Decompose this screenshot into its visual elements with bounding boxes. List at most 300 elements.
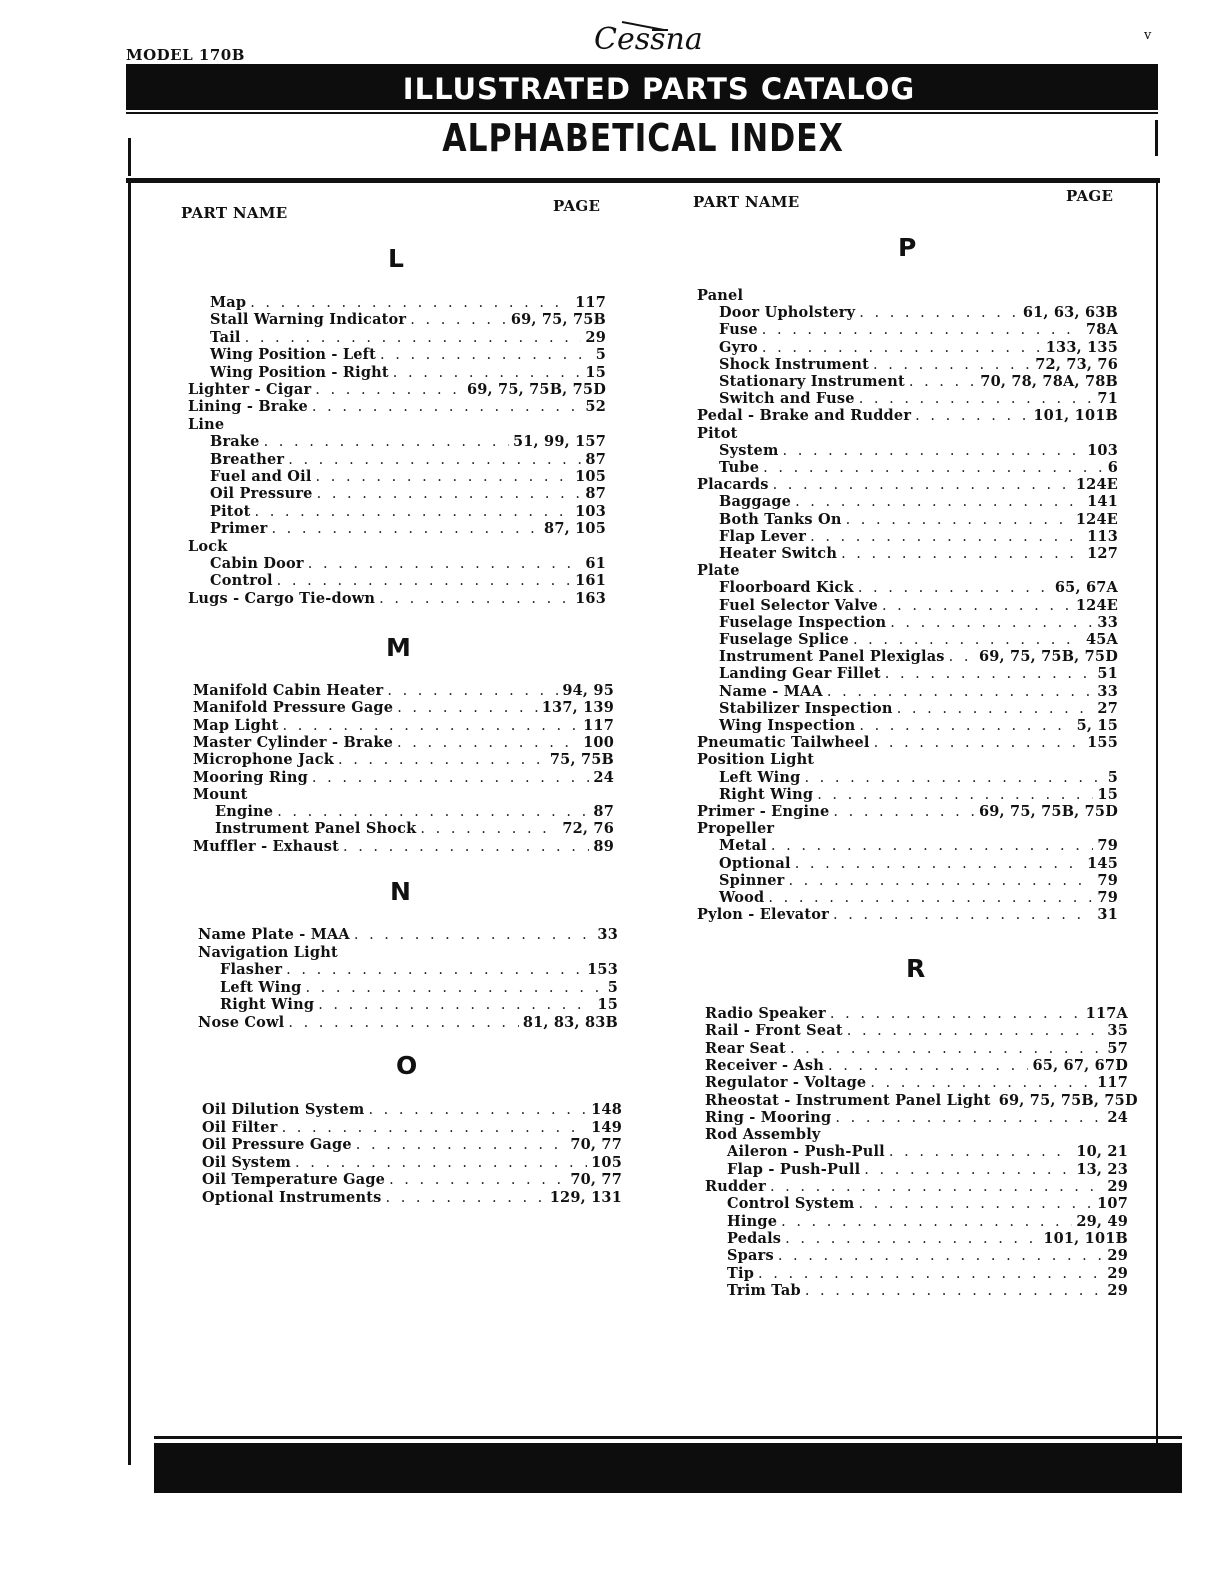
part-name: Name Plate - MAA — [198, 926, 350, 943]
page-reference: 87 — [585, 485, 606, 503]
part-name: Control — [210, 572, 273, 590]
page-reference: 117 — [575, 294, 606, 311]
dot-leader — [841, 546, 1083, 563]
dot-leader — [790, 1041, 1103, 1058]
index-entry — [697, 906, 1118, 924]
part-name: Ring - Mooring — [705, 1108, 832, 1126]
page-reference: 57 — [1107, 1039, 1128, 1057]
index-entry — [210, 364, 606, 382]
dot-leader — [245, 330, 582, 347]
part-name: Optional Instruments — [202, 1188, 382, 1206]
index-entry — [188, 381, 606, 399]
part-name: Oil Temperature Gage — [202, 1171, 386, 1188]
part-name: Switch and Fuse — [719, 390, 855, 408]
dot-leader — [885, 666, 1094, 683]
page-reference: 129, 131 — [549, 1188, 622, 1206]
page-title: ALPHABETICAL INDEX — [442, 116, 844, 160]
catalog-banner-text: ILLUSTRATED PARTS CATALOG — [402, 72, 916, 106]
dot-leader — [420, 821, 558, 838]
index-entry — [719, 614, 1118, 632]
page-reference: 52 — [585, 398, 606, 416]
page-reference: 124E — [1075, 596, 1118, 614]
dot-leader — [770, 1179, 1103, 1196]
page-reference: 29, 49 — [1076, 1212, 1128, 1230]
part-name: Radio Speaker — [705, 1005, 826, 1022]
dot-leader — [305, 980, 603, 997]
index-entry — [719, 528, 1118, 546]
page-reference: 101, 101B — [1033, 407, 1118, 425]
index-entry — [210, 555, 606, 573]
page-reference: 69, 75, 75B, 75D — [466, 381, 606, 398]
index-entry — [202, 1119, 622, 1137]
index-entry — [198, 944, 618, 962]
part-name: Floorboard Kick — [719, 579, 854, 597]
page-reference: 13, 23 — [1076, 1160, 1128, 1178]
page-reference: 69, 75, 75B, 75D — [978, 803, 1118, 820]
dot-leader — [312, 399, 581, 416]
page-reference: 72, 76 — [562, 820, 614, 838]
part-name: Tip — [727, 1264, 755, 1282]
dot-leader — [277, 573, 571, 590]
page-reference: 103 — [1087, 441, 1118, 459]
section-letter-l: L — [388, 244, 404, 273]
part-name: Right Wing — [719, 785, 814, 803]
part-name: Heater Switch — [719, 545, 838, 562]
model-label: MODEL 170B — [126, 46, 245, 64]
dot-leader — [397, 735, 579, 752]
part-name: Master Cylinder - Brake — [193, 733, 394, 751]
index-entry — [202, 1189, 622, 1207]
part-name: Breather — [210, 450, 285, 468]
dot-leader — [847, 1023, 1104, 1040]
index-entry — [719, 597, 1118, 615]
part-name: Muffler - Exhaust — [193, 837, 339, 855]
index-entry — [719, 304, 1118, 322]
page-reference: 5 — [607, 978, 618, 996]
dot-leader — [835, 1110, 1103, 1127]
index-entry — [202, 1101, 622, 1119]
page-reference: 103 — [575, 502, 606, 520]
index-entry — [193, 717, 614, 735]
page-reference: 163 — [575, 589, 606, 607]
part-name: Pneumatic Tailwheel — [697, 734, 870, 752]
page-reference: 101, 101B — [1043, 1229, 1128, 1247]
part-name: Fuselage Inspection — [719, 613, 887, 631]
cessna-logo — [594, 22, 703, 57]
part-name: Oil Pressure Gage — [202, 1136, 352, 1153]
index-entry — [719, 631, 1118, 649]
section-letter-o: O — [396, 1051, 418, 1080]
dot-leader — [795, 494, 1083, 511]
page-reference: 33 — [1097, 682, 1118, 700]
dot-leader — [817, 787, 1093, 804]
dot-leader — [785, 1231, 1039, 1248]
page-reference: 15 — [597, 996, 618, 1013]
index-entry — [719, 356, 1118, 374]
dot-leader — [282, 1120, 588, 1137]
dot-leader — [254, 504, 571, 521]
part-name: Placards — [697, 476, 769, 494]
part-name: Optional — [719, 854, 791, 872]
index-entry — [719, 665, 1118, 683]
index-entry — [719, 390, 1118, 408]
part-name: Landing Gear Fillet — [719, 665, 881, 683]
dot-leader — [762, 322, 1082, 339]
part-name: Panel — [697, 287, 744, 304]
index-entry — [697, 562, 1118, 580]
index-entry — [202, 1136, 622, 1154]
part-name: Rod Assembly — [705, 1126, 821, 1144]
index-entry — [727, 1161, 1128, 1179]
page-reference: 33 — [1097, 613, 1118, 631]
part-name: Fuselage Splice — [719, 631, 849, 648]
index-entry — [719, 648, 1118, 666]
part-name: Map — [210, 294, 247, 311]
dot-leader — [830, 1006, 1082, 1023]
dot-leader — [890, 615, 1093, 632]
dot-leader — [312, 770, 589, 787]
section-letter-p: P — [898, 233, 917, 262]
part-name: Lock — [188, 537, 228, 555]
page-reference: 6 — [1107, 459, 1118, 476]
dot-leader — [271, 521, 540, 538]
part-name: Tail — [210, 328, 241, 346]
dot-leader — [277, 804, 589, 821]
part-name: Flap Lever — [719, 527, 807, 545]
dot-leader — [882, 598, 1072, 615]
page-reference: 100 — [583, 733, 614, 751]
page-reference: 24 — [1107, 1108, 1128, 1126]
index-entry — [210, 311, 606, 329]
dot-leader — [846, 512, 1072, 529]
dot-leader — [810, 529, 1083, 546]
page-reference: 35 — [1107, 1022, 1128, 1040]
dot-leader — [338, 752, 546, 769]
part-name: Wing Position - Left — [210, 346, 377, 364]
dot-leader — [295, 1155, 587, 1172]
part-name: Mooring Ring — [193, 768, 308, 786]
left-part-name-header: PART NAME — [181, 204, 288, 222]
page-reference: 117 — [1097, 1074, 1128, 1092]
index-entry — [719, 769, 1118, 787]
part-name: Rail - Front Seat — [705, 1022, 843, 1040]
dot-leader — [788, 873, 1093, 890]
part-name: Microphone Jack — [193, 751, 334, 769]
dot-leader — [804, 770, 1103, 787]
index-entry — [193, 699, 614, 717]
part-name: Aileron - Push-Pull — [727, 1143, 885, 1161]
index-entry — [719, 493, 1118, 511]
part-name: Both Tanks On — [719, 510, 842, 528]
page-reference: 29 — [1107, 1281, 1128, 1299]
part-name: Tube — [719, 459, 760, 476]
page-reference: 61, 63, 63B — [1022, 304, 1118, 322]
index-entry — [719, 872, 1118, 890]
part-name: Receiver - Ash — [705, 1056, 824, 1074]
part-name: Propeller — [697, 820, 775, 838]
dot-leader — [308, 556, 582, 573]
part-name: Primer — [210, 520, 268, 538]
divider — [126, 178, 1160, 183]
index-entry — [210, 433, 606, 451]
dot-leader — [859, 718, 1072, 735]
page-reference: 107 — [1097, 1195, 1128, 1213]
index-entry — [705, 1074, 1128, 1092]
page-reference: 5 — [1107, 768, 1118, 786]
index-entry — [188, 538, 606, 556]
page-reference: 155 — [1087, 734, 1118, 752]
index-entry — [202, 1154, 622, 1172]
index-entry — [719, 683, 1118, 701]
index-entry — [215, 803, 614, 821]
part-name: Control System — [727, 1195, 855, 1213]
part-name: Oil Filter — [202, 1118, 278, 1136]
dot-leader — [778, 1248, 1104, 1265]
part-name: Pitot — [697, 424, 738, 442]
index-entry — [705, 1091, 1138, 1110]
part-name: Plate — [697, 562, 740, 580]
dot-leader — [379, 591, 571, 608]
part-name: Spinner — [719, 871, 785, 889]
dot-leader — [781, 1214, 1072, 1231]
page-reference: 79 — [1097, 837, 1118, 855]
index-entry — [210, 329, 606, 347]
index-entry — [705, 1178, 1128, 1196]
index-entry — [719, 786, 1118, 804]
index-entry — [697, 476, 1118, 494]
page-reference: 81, 83, 83B — [522, 1013, 618, 1031]
page-reference: 117 — [583, 716, 614, 734]
part-name: Stabilizer Inspection — [719, 699, 893, 717]
index-entry — [193, 786, 614, 804]
part-name: System — [719, 441, 779, 459]
dot-leader — [795, 856, 1083, 873]
dot-leader — [889, 1144, 1072, 1161]
page-reference: 124E — [1075, 510, 1118, 528]
page-reference: 5, 15 — [1076, 717, 1118, 734]
index-entry — [719, 837, 1118, 855]
index-entry — [705, 1109, 1128, 1127]
part-name: Pylon - Elevator — [697, 906, 829, 924]
index-entry — [210, 485, 606, 503]
index-entry — [719, 511, 1118, 529]
index-entry — [719, 321, 1118, 339]
part-name: Pitot — [210, 502, 251, 520]
page-reference: 79 — [1097, 871, 1118, 889]
page-reference: 29 — [1107, 1247, 1128, 1265]
left-page-header: PAGE — [553, 197, 601, 215]
part-name: Left Wing — [220, 978, 302, 996]
part-name: Name - MAA — [719, 682, 823, 700]
dot-leader — [853, 632, 1082, 649]
index-entry — [202, 1171, 622, 1189]
dot-leader — [283, 718, 580, 735]
dot-leader — [873, 357, 1031, 374]
page-reference: 70, 78, 78A, 78B — [980, 373, 1118, 390]
dot-leader — [859, 391, 1094, 408]
logo-swoosh-icon — [612, 20, 672, 34]
part-name: Engine — [215, 803, 274, 821]
index-entry — [220, 961, 618, 979]
page-reference: 117A — [1085, 1005, 1128, 1022]
index-entry — [188, 416, 606, 434]
page-reference: 51, 99, 157 — [512, 433, 606, 451]
index-entry — [727, 1143, 1128, 1161]
dot-leader — [773, 477, 1072, 494]
divider — [126, 112, 1158, 114]
page-number: v — [1144, 28, 1152, 43]
part-name: Baggage — [719, 493, 792, 511]
catalog-banner — [126, 64, 1158, 110]
index-entry — [215, 820, 614, 838]
dot-leader — [380, 347, 592, 364]
index-entry — [727, 1195, 1128, 1213]
frame-tick — [1155, 120, 1158, 156]
index-entry — [210, 294, 606, 312]
part-name: Trim Tab — [727, 1281, 801, 1299]
part-name: Position Light — [697, 751, 815, 769]
part-name: Metal — [719, 837, 767, 855]
page-reference: 24 — [593, 768, 614, 786]
page-reference: 153 — [587, 961, 618, 978]
dot-leader — [368, 1102, 587, 1119]
part-name: Pedals — [727, 1229, 782, 1247]
index-entry — [719, 717, 1118, 735]
part-name: Rear Seat — [705, 1039, 786, 1057]
footer-bar — [154, 1443, 1182, 1493]
page-reference: 70, 77 — [570, 1171, 622, 1188]
part-name: Navigation Light — [198, 943, 338, 961]
page-reference: 78A — [1085, 321, 1118, 339]
index-entry — [719, 889, 1118, 907]
dot-leader — [858, 580, 1051, 597]
part-name: Pedal - Brake and Rudder — [697, 407, 912, 425]
dot-leader — [874, 735, 1083, 752]
index-entry — [198, 926, 618, 944]
part-name: Oil Dilution System — [202, 1101, 365, 1118]
dot-leader — [397, 700, 538, 717]
part-name: Rheostat - Instrument Panel Light — [705, 1091, 991, 1109]
index-entry — [719, 855, 1118, 873]
dot-leader — [858, 1196, 1093, 1213]
dot-leader — [833, 907, 1093, 924]
dot-leader — [250, 295, 571, 312]
page-reference: 5 — [595, 346, 606, 364]
index-entry — [719, 579, 1118, 597]
page-reference: 87 — [593, 803, 614, 821]
part-name: Shock Instrument — [719, 355, 869, 373]
index-entry — [727, 1247, 1128, 1265]
dot-leader — [768, 890, 1093, 907]
part-name: Lining - Brake — [188, 398, 308, 416]
dot-leader — [356, 1137, 567, 1154]
dot-leader — [385, 1190, 545, 1207]
index-entry — [719, 339, 1118, 357]
section-letter-n: N — [390, 877, 411, 906]
part-name: Regulator - Voltage — [705, 1074, 867, 1092]
part-name: Oil System — [202, 1153, 292, 1171]
page-reference: 141 — [1087, 493, 1118, 511]
page-reference: 51 — [1097, 665, 1118, 683]
index-entry — [210, 346, 606, 364]
index-entry — [220, 996, 618, 1014]
page-reference: 87 — [585, 450, 606, 468]
part-name: Map Light — [193, 716, 279, 734]
dot-leader — [805, 1283, 1104, 1300]
dot-leader — [833, 804, 975, 821]
dot-leader — [949, 649, 975, 666]
dot-leader — [864, 1162, 1072, 1179]
part-name: Instrument Panel Shock — [215, 820, 417, 838]
page-reference: 71 — [1097, 390, 1118, 408]
part-name: Lugs - Cargo Tie-down — [188, 589, 376, 607]
frame-border — [128, 183, 131, 1465]
dot-leader — [763, 460, 1104, 477]
dot-leader — [828, 1058, 1028, 1075]
part-name: Stationary Instrument — [719, 373, 905, 390]
index-entry — [210, 468, 606, 486]
dot-leader — [897, 701, 1094, 718]
dot-leader — [264, 434, 509, 451]
part-name: Rudder — [705, 1178, 766, 1195]
part-name: Line — [188, 415, 225, 433]
index-entry — [198, 1014, 618, 1032]
dot-leader — [317, 486, 582, 503]
part-name: Gyro — [719, 338, 758, 356]
part-name: Fuel and Oil — [210, 468, 312, 485]
page-reference: 149 — [591, 1118, 622, 1136]
dot-leader — [909, 374, 976, 391]
index-entry — [705, 1040, 1128, 1058]
part-name: Cabin Door — [210, 555, 304, 572]
page-reference: 45A — [1085, 631, 1118, 648]
page-reference: 148 — [591, 1101, 622, 1118]
part-name: Flap - Push-Pull — [727, 1160, 861, 1178]
page-reference: 69, 75, 75B, 75D — [978, 648, 1118, 666]
part-name: Right Wing — [220, 996, 315, 1013]
index-entry — [193, 682, 614, 700]
index-entry — [705, 1057, 1128, 1075]
page-reference: 89 — [593, 837, 614, 855]
dot-leader — [389, 1172, 566, 1189]
page-reference: 61 — [585, 555, 606, 572]
part-name: Fuel Selector Valve — [719, 596, 878, 614]
index-entry — [705, 1022, 1128, 1040]
index-entry — [719, 459, 1118, 477]
frame-border — [1156, 183, 1158, 1443]
page-reference: 29 — [585, 328, 606, 346]
dot-leader — [387, 683, 558, 700]
footer-rule — [154, 1436, 1182, 1439]
dot-leader — [288, 1015, 518, 1032]
index-entry — [697, 734, 1118, 752]
page-reference: 65, 67, 67D — [1032, 1056, 1128, 1074]
dot-leader — [288, 452, 581, 469]
part-name: Wing Position - Right — [210, 363, 389, 381]
index-entry — [188, 590, 606, 608]
page-reference: 161 — [575, 572, 606, 590]
index-entry — [193, 838, 614, 856]
dot-leader — [827, 684, 1094, 701]
part-name: Brake — [210, 433, 260, 451]
index-entry — [705, 1005, 1128, 1023]
part-name: Instrument Panel Plexiglas — [719, 648, 945, 666]
page-reference: 137, 139 — [541, 699, 614, 717]
index-entry — [193, 734, 614, 752]
page-reference: 105 — [591, 1153, 622, 1171]
part-name: Spars — [727, 1247, 774, 1265]
part-name: Lighter - Cigar — [188, 381, 312, 398]
